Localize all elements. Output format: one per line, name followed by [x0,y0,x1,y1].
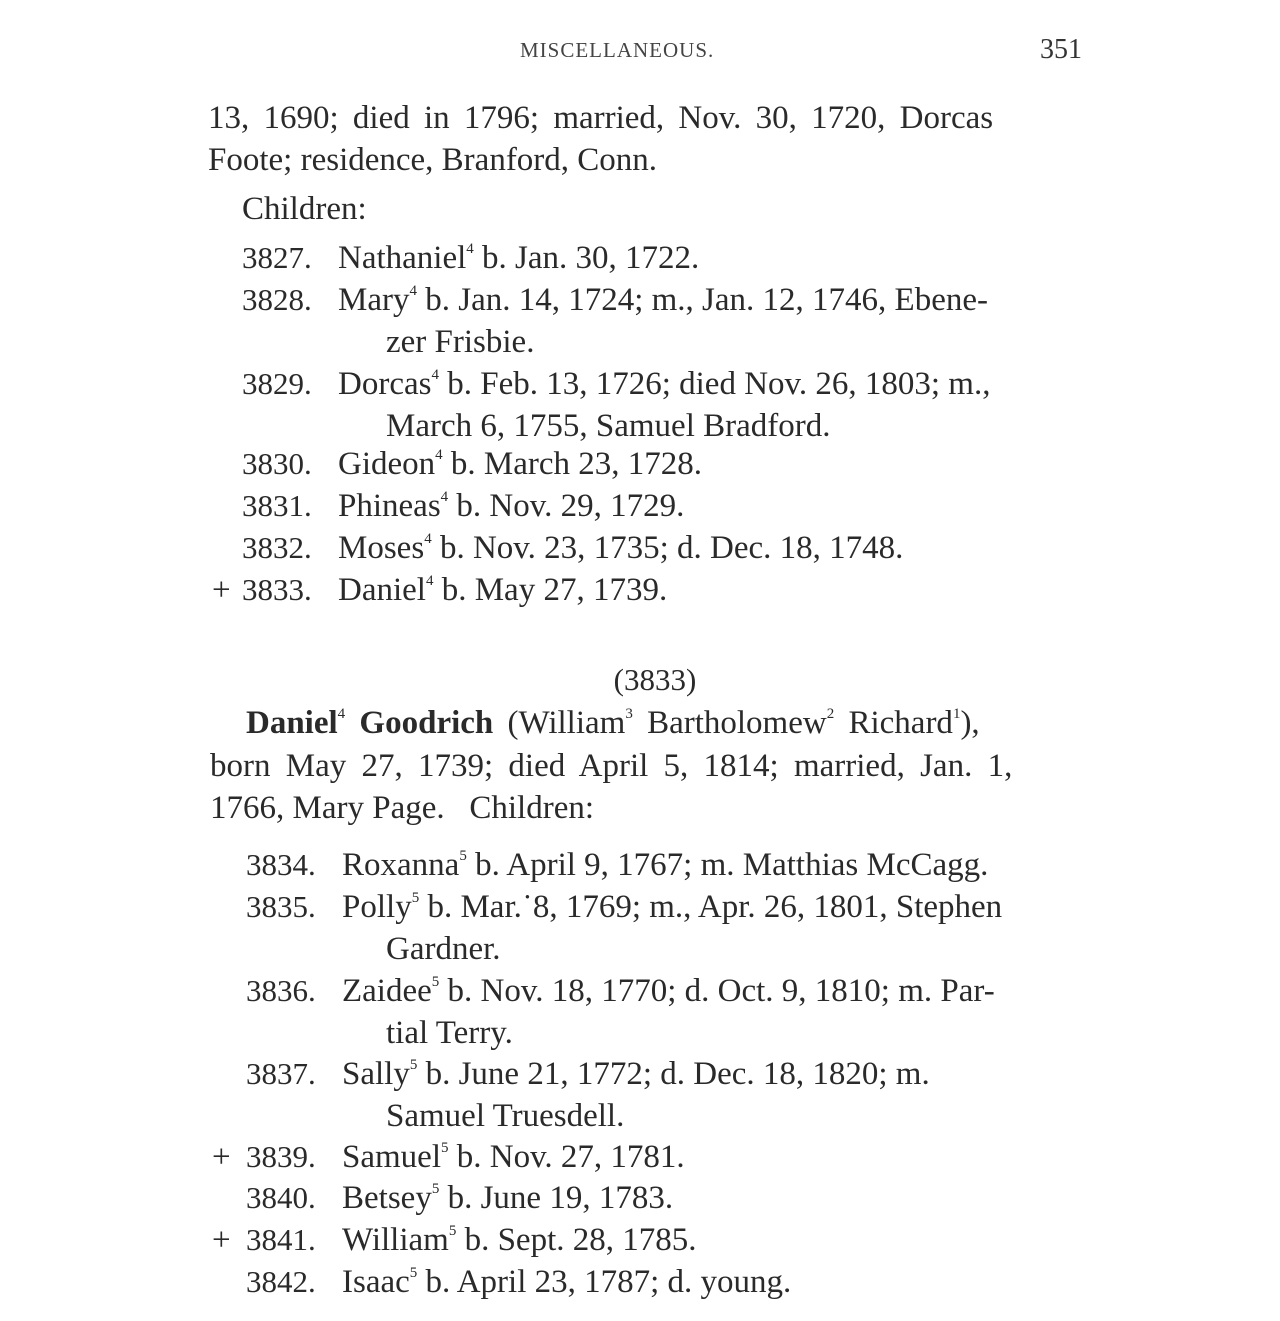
generation-mark: 4 [466,241,474,257]
child-name: Nathaniel [338,240,467,276]
entry-number: 3840. [246,1180,316,1215]
entry-number: 3841. [246,1222,316,1257]
person-name: Daniel [246,705,338,741]
section-heading: (3833) [613,662,697,697]
intro-line-1: 13, 1690; died in 1796; married, Nov. 30, 1720, Dorcas [208,100,994,136]
entry-number: 3829. [242,366,312,401]
entry-line [338,528,903,568]
entry-line [342,1220,697,1260]
generation-mark: 4 [337,706,346,722]
entry-line [338,364,990,404]
entry-number: 3833. [242,572,312,607]
entry-text: b. Nov. 23, 1735; d. Dec. 18, 1748. [431,530,904,566]
generation-mark: 5 [411,890,420,906]
entry-line [342,971,995,1011]
entry-continuation: Samuel Truesdell. [386,1098,625,1134]
child-name: Samuel [342,1139,441,1175]
section-line-3: 1766, Mary Page. Children: [210,790,595,826]
entry-text: b. April 9, 1767; m. Matthias McCagg. [466,847,989,883]
generation-mark: 5 [440,1140,449,1156]
entry-text: b. Feb. 13, 1726; died Nov. 26, 1803; m., [438,366,991,402]
generation-mark: 4 [409,283,417,299]
lineage-part: (William [493,705,626,741]
entry-text: b. Jan. 14, 1724; m., Jan. 12, 1746, Ebene- [416,282,988,318]
entry-text: b. Nov. 18, 1770; d. Oct. 9, 1810; m. Par- [439,973,995,1009]
generation-mark: 5 [448,1223,457,1239]
entry-number: 3834. [246,847,316,882]
entry-number: 3836. [246,973,316,1008]
entry-number: 3835. [246,889,316,924]
plus-marker: + [212,1139,231,1175]
generation-mark: 2 [826,706,835,722]
lineage-part: ), [960,705,980,741]
section-line-2: born May 27, 1739; died April 5, 1814; married, Jan. 1, [210,748,1013,784]
generation-mark: 4 [424,531,432,547]
entry-continuation: tial Terry. [386,1015,513,1051]
plus-marker: + [212,572,231,608]
child-name: Roxanna [342,847,460,883]
generation-mark: 5 [431,974,440,990]
entry-line [338,444,702,484]
child-name: Zaidee [342,973,432,1009]
entry-number: 3830. [242,446,312,481]
child-name: Phineas [338,488,441,524]
entry-line [338,486,684,526]
child-name: Sally [342,1056,410,1092]
entry-number: 3828. [242,282,312,317]
entry-text: b. Nov. 29, 1729. [448,488,685,524]
entry-text: b. March 23, 1728. [442,446,703,482]
entry-text: b. Sept. 28, 1785. [456,1222,697,1258]
entry-number: 3831. [242,488,312,523]
child-name: Isaac [342,1264,410,1300]
entry-line [342,1054,930,1094]
generation-mark: 5 [431,1181,440,1197]
entry-text: b. April 23, 1787; d. young. [417,1264,792,1300]
generation-mark: 5 [409,1057,418,1073]
child-name: William [342,1222,449,1258]
entry-line [338,570,667,610]
entry-continuation: zer Frisbie. [386,324,535,360]
entry-line [342,1178,673,1218]
generation-mark: 4 [435,447,443,463]
intro-line-2: Foote; residence, Branford, Conn. [208,142,658,178]
entry-text: b. Nov. 27, 1781. [448,1139,685,1175]
entry-line [342,1262,791,1302]
generation-mark: 1 [952,706,961,722]
entry-text: b. June 21, 1772; d. Dec. 18, 1820; m. [417,1056,930,1092]
lineage-part: Richard [834,705,953,741]
generation-mark: 5 [459,848,467,864]
lineage-part: Bartholomew [632,705,827,741]
entry-continuation: Gardner. [386,931,501,967]
plus-marker: + [212,1222,231,1258]
generation-mark: 3 [625,706,633,722]
entry-continuation: March 6, 1755, Samuel Bradford. [386,408,831,444]
entry-line [342,845,988,885]
entry-number: 3842. [246,1264,316,1299]
child-name: Betsey [342,1180,432,1216]
entry-text: b. June 19, 1783. [439,1180,674,1216]
child-name: Daniel [338,572,426,608]
entry-line [338,280,988,320]
generation-mark: 4 [425,573,434,589]
page-number: 351 [1040,34,1082,65]
person-surname: Goodrich [345,705,494,741]
children-label: Children: [242,191,367,227]
child-name: Moses [338,530,425,566]
entry-text: b. Mar.˙8, 1769; m., Apr. 26, 1801, Stephen [419,889,1003,925]
entry-number: 3839. [246,1139,316,1174]
child-name: Mary [338,282,410,318]
generation-mark: 4 [431,367,439,383]
section-line-1 [246,703,980,743]
running-header: MISCELLANEOUS. [520,38,715,62]
entry-text: b. Jan. 30, 1722. [473,240,700,276]
child-name: Gideon [338,446,436,482]
entry-line [342,1137,685,1177]
entry-number: 3827. [242,240,312,275]
child-name: Polly [342,889,412,925]
generation-mark: 4 [440,489,449,505]
entry-number: 3837. [246,1056,316,1091]
entry-line [342,887,1002,927]
entry-number: 3832. [242,530,312,565]
child-name: Dorcas [338,366,432,402]
entry-text: b. May 27, 1739. [433,572,668,608]
entry-line [338,238,699,278]
generation-mark: 5 [409,1265,418,1281]
